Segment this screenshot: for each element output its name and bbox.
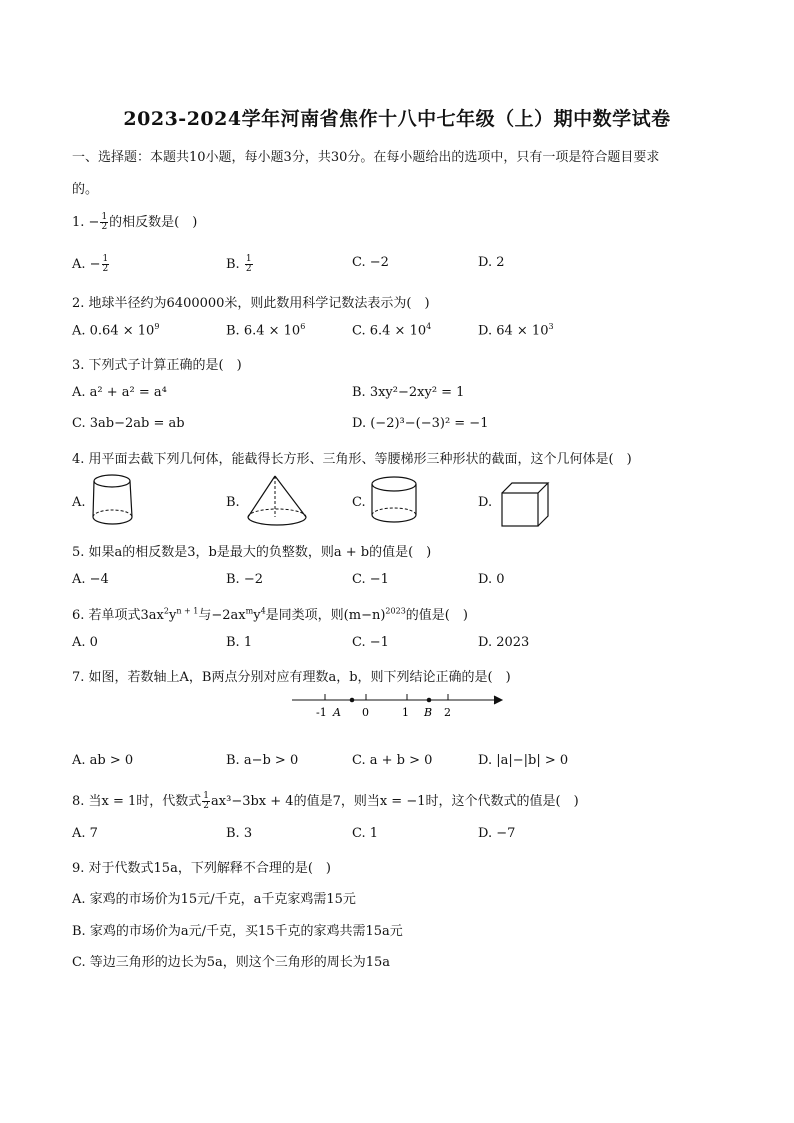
q1-option-d[interactable]: D. 2 [478, 255, 505, 270]
q9-option-b[interactable]: B. 家鸡的市场价为a元/千克，买15千克的家鸡共需15a元 [72, 924, 403, 939]
q1-option-b[interactable]: B. $\frac{1}{2}$ [226, 254, 252, 274]
number-line [290, 690, 510, 722]
question-8: 8. 当x = 1时，代数式 $\frac{1}{2}$ ax³−3bx + 4的值是7，则当x = −1时，这个代数式的值是( ) [72, 791, 579, 811]
q4-option-d[interactable]: D. [478, 495, 493, 510]
q3-option-c[interactable]: C. 3ab−2ab = ab [72, 416, 185, 431]
q8-option-c[interactable]: C. 1 [352, 826, 379, 841]
section-heading-cont: 的。 [72, 182, 99, 197]
q2-option-b[interactable]: B. $6.4 \times 10^6$ [226, 322, 306, 339]
q9-option-a[interactable]: A. 家鸡的市场价为15元/千克，a千克家鸡需15元 [72, 892, 356, 907]
q4-option-a[interactable]: A. [72, 495, 86, 510]
point-b-label: B [424, 706, 433, 719]
q2-option-c[interactable]: C. $6.4 \times 10^4$ [352, 322, 432, 339]
tick-label: 2 [444, 706, 451, 719]
q3-option-b[interactable]: B. 3xy²−2xy² = 1 [352, 385, 465, 400]
q4-option-c[interactable]: C. [352, 495, 366, 510]
question-7: 7. 如图，若数轴上A，B两点分别对应有理数a，b，则下列结论正确的是( ) [72, 670, 511, 685]
q7-option-a[interactable]: A. ab > 0 [72, 753, 134, 768]
q2-option-d[interactable]: D. $64 \times 10^3$ [478, 322, 554, 339]
q4-option-b[interactable]: B. [226, 495, 240, 510]
question-4: 4. 用平面去截下列几何体，能截得长方形、三角形、等腰梯形三种形状的截面，这个几何体是( ) [72, 452, 632, 467]
q8-option-b[interactable]: B. 3 [226, 826, 253, 841]
question-5: 5. 如果a的相反数是3，b是最大的负整数，则a + b的值是( ) [72, 545, 432, 560]
q6-option-b[interactable]: B. 1 [226, 635, 253, 650]
fraction: $\frac{1}{2}$ [101, 212, 108, 232]
q7-option-d[interactable]: D. |a|−|b| > 0 [478, 753, 569, 768]
page-title: 2023-2024学年河南省焦作十八中七年级（上）期中数学试卷 [123, 108, 671, 130]
q6-option-d[interactable]: D. 2023 [478, 635, 530, 650]
cone-icon [244, 472, 314, 532]
q8-option-a[interactable]: A. 7 [72, 826, 98, 841]
question-9: 9. 对于代数式15a，下列解释不合理的是( ) [72, 861, 331, 876]
q5-option-c[interactable]: C. −1 [352, 572, 389, 587]
q9-option-c[interactable]: C. 等边三角形的边长为5a，则这个三角形的周长为15a [72, 955, 391, 970]
cube-icon [500, 481, 552, 531]
q5-option-a[interactable]: A. −4 [72, 572, 109, 587]
tick-label: -1 [316, 706, 327, 719]
q5-option-d[interactable]: D. 0 [478, 572, 505, 587]
q5-option-b[interactable]: B. −2 [226, 572, 263, 587]
q1-option-a[interactable]: A. − $\frac{1}{2}$ [72, 254, 109, 274]
q8-option-d[interactable]: D. −7 [478, 826, 516, 841]
q2-option-a[interactable]: A. $0.64 \times 10^9$ [72, 322, 160, 339]
q7-option-c[interactable]: C. a + b > 0 [352, 753, 433, 768]
q6-option-a[interactable]: A. 0 [72, 635, 98, 650]
q3-option-d[interactable]: D. (−2)³−(−3)² = −1 [352, 416, 489, 431]
tick-label: 0 [362, 706, 369, 719]
frustum-icon [90, 472, 150, 532]
q7-option-b[interactable]: B. a−b > 0 [226, 753, 299, 768]
point-a-label: A [333, 706, 341, 719]
cylinder-icon [370, 474, 430, 534]
tick-label: 1 [402, 706, 409, 719]
question-6: 6. 若单项式$3ax^2y^{n + 1}$与$-2ax^my^4$是同类项，则$(m-n)^{2023}$的值是( ) [72, 606, 468, 623]
section-heading: 一、选择题：本题共10小题，每小题3分，共30分。在每小题给出的选项中，只有一项是符合题目要求 [72, 150, 660, 165]
q3-option-a[interactable]: A. a² + a² = a⁴ [72, 385, 167, 400]
q1-option-c[interactable]: C. −2 [352, 255, 389, 270]
question-3: 3. 下列式子计算正确的是( ) [72, 358, 242, 373]
question-2: 2. 地球半径约为6400000米，则此数用科学记数法表示为( ) [72, 296, 430, 311]
question-1: 1. − $\frac{1}{2}$ 的相反数是( ) [72, 212, 198, 232]
q6-option-c[interactable]: C. −1 [352, 635, 389, 650]
